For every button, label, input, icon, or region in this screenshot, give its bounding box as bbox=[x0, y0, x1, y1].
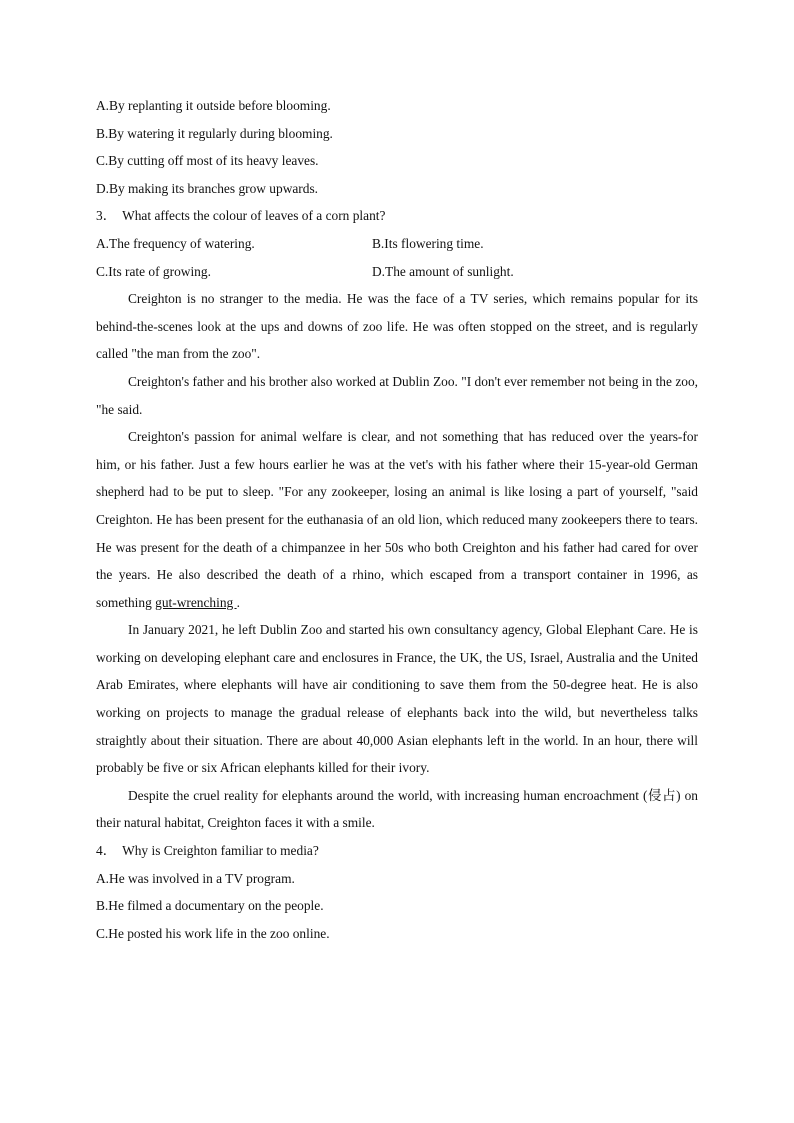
q3-option-d: D.The amount of sunlight. bbox=[372, 263, 514, 279]
underlined-word: gut-wrenching bbox=[155, 594, 237, 610]
q3-options-row-2 bbox=[96, 258, 698, 286]
paragraph-3-text: Creighton's passion for animal welfare is clear, and not something that has reduced over the years-for him, or his father. Just a few hours earlier he was at the vet's with his father where their 15-year-old German shepherd had to be put to sleep. "For any zookeeper, losing an animal is like losing a part of yourself, "said Creighton. He has been present for the euthanasia of an old lion, which reduced many zookeepers there to tears. He was present for the death of a chimpanzee in her 50s who both Creighton and his father had cared for over the years. He also described the death of a rhino, which escaped from a transport container in 1996, as something bbox=[96, 429, 698, 610]
q4-number: 4． bbox=[96, 843, 117, 859]
passage-paragraph-1: Creighton is no stranger to the media. He was the face of a TV series, which remains popular for its behind-the-scenes look at the ups and downs of zoo life. He was often stopped on the street, and is regularly called "the man from the zoo". bbox=[96, 291, 698, 362]
q3-option-b: B.Its flowering time. bbox=[372, 235, 484, 251]
passage-paragraph-5: Despite the cruel reality for elephants around the world, with increasing human encroachment (侵占) on their natural habitat, Creighton faces it with a smile. bbox=[96, 787, 698, 831]
passage-paragraph-2: Creighton's father and his brother also worked at Dublin Zoo. "I don't ever remember not being in the zoo, "he said. bbox=[96, 373, 698, 417]
passage-paragraph-3 bbox=[96, 423, 698, 616]
q4-option-b: B.He filmed a documentary on the people. bbox=[96, 898, 324, 914]
passage-paragraph-4: In January 2021, he left Dublin Zoo and started his own consultancy agency, Global Elephant Care. He is working on developing elephant care and enclosures in France, the UK, the US, Israel, Australia and the United Arab Emirates, where elephants will have air conditioning to save them from the 50-degree heat. He is also working on projects to manage the gradual release of elephants back into the wild, but nevertheless talks straightly about their situation. There are about 40,000 Asian elephants left in the world. In an hour, there will probably be five or six African elephants killed for their ivory. bbox=[96, 622, 698, 776]
q2-option-b: B.By watering it regularly during blooming. bbox=[96, 125, 333, 141]
q2-option-a: A.By replanting it outside before blooming. bbox=[96, 98, 331, 113]
q2-option-c: C.By cutting off most of its heavy leaves. bbox=[96, 153, 319, 169]
q4-stem: Why is Creighton familiar to media? bbox=[122, 843, 319, 859]
q4-option-a: A.He was involved in a TV program. bbox=[96, 870, 295, 886]
paragraph-3-end: . bbox=[236, 594, 240, 610]
q2-option-d: D.By making its branches grow upwards. bbox=[96, 180, 319, 196]
exam-page bbox=[96, 92, 698, 947]
q3-option-c: C.Its rate of growing. bbox=[96, 263, 211, 279]
q4-option-c: C.He posted his work life in the zoo online. bbox=[96, 925, 330, 941]
q3-stem: What affects the colour of leaves of a corn plant? bbox=[122, 208, 386, 224]
q3-number: 3． bbox=[96, 208, 117, 224]
q4-question bbox=[96, 837, 698, 865]
q3-question bbox=[96, 202, 698, 230]
q3-option-a: A.The frequency of watering. bbox=[96, 235, 255, 251]
q3-options-row-1 bbox=[96, 230, 698, 258]
